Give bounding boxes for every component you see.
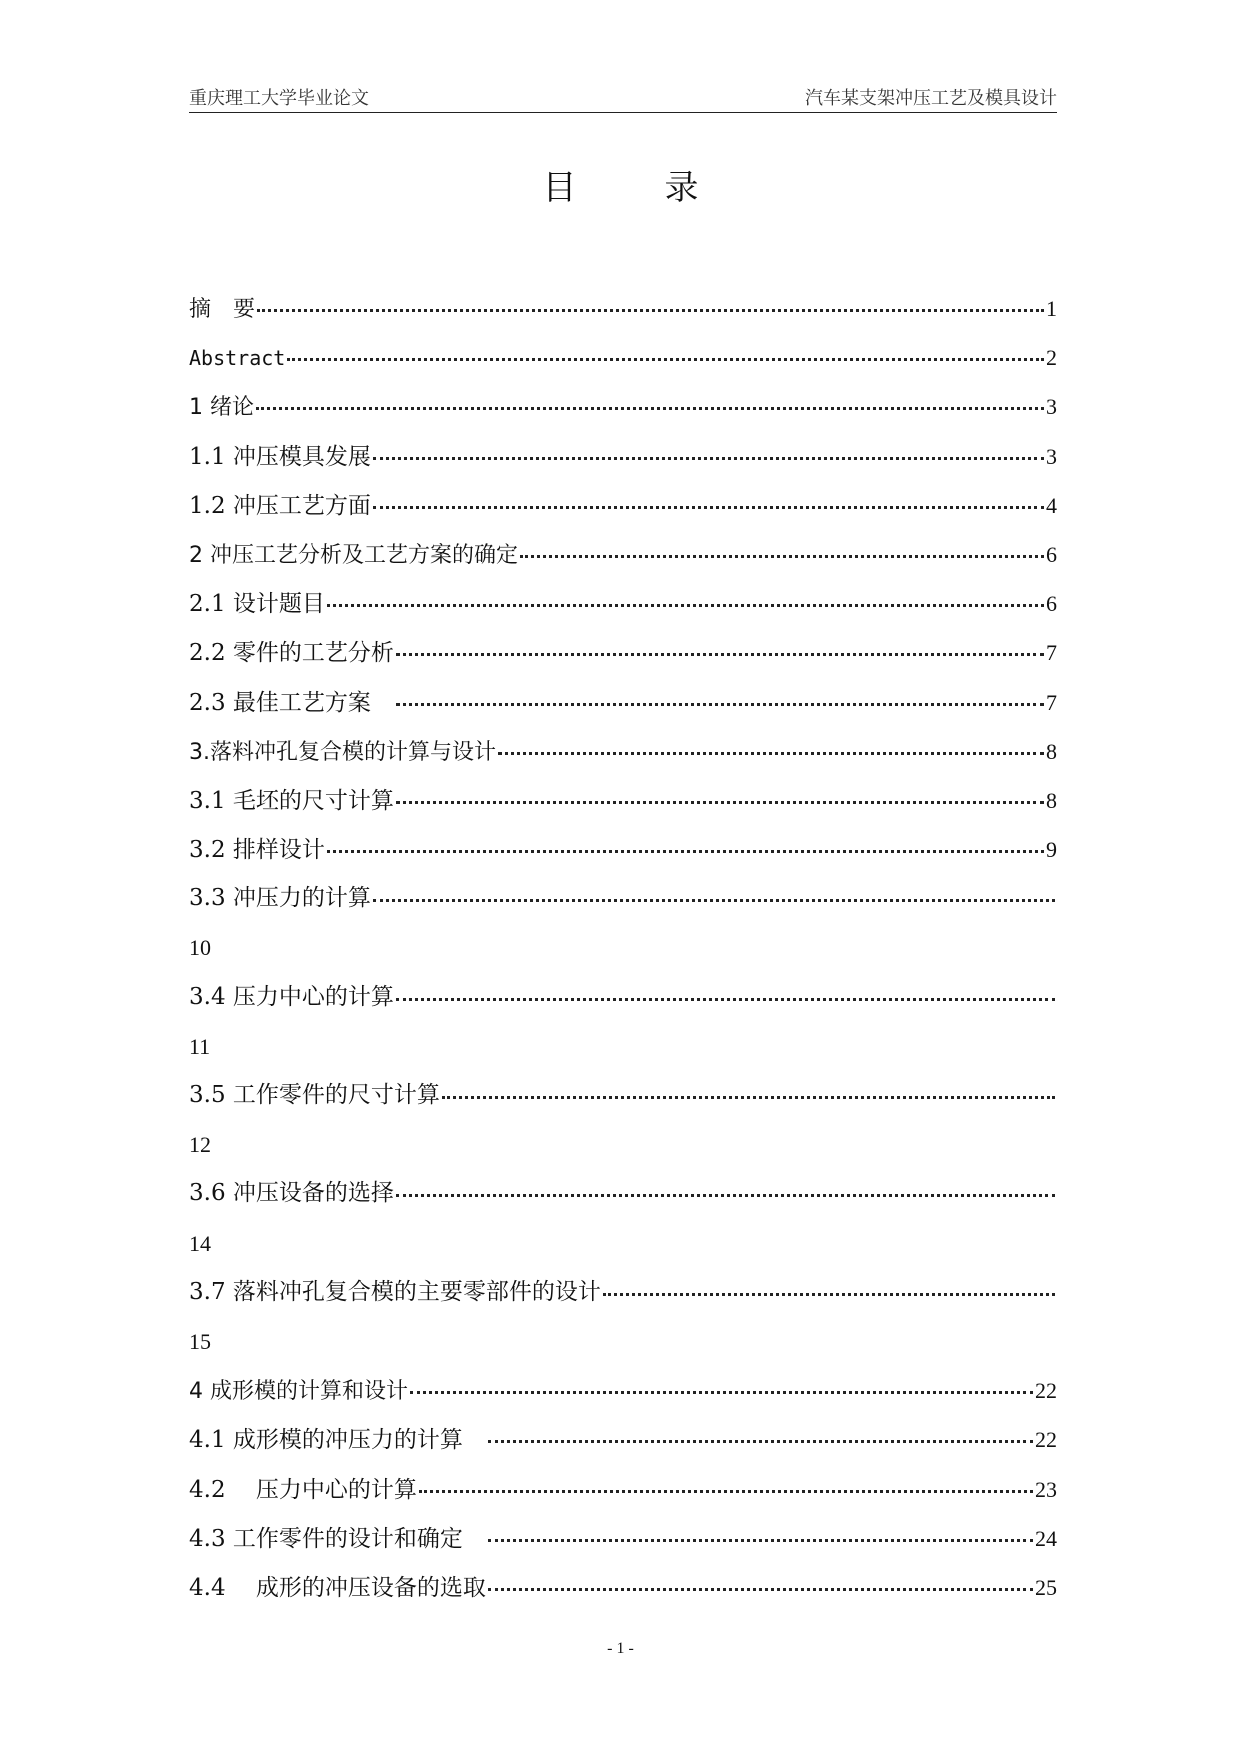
toc-leader bbox=[442, 1096, 1055, 1099]
toc-entry-title: 2.2 零件的工艺分析 bbox=[189, 640, 394, 667]
page-number: - 1 - bbox=[607, 1640, 634, 1657]
toc-entry-page: 7 bbox=[1046, 689, 1057, 715]
toc-leader bbox=[327, 604, 1044, 607]
toc-entry-page: 25 bbox=[1035, 1574, 1057, 1600]
toc-leader bbox=[419, 1490, 1033, 1493]
toc-entry-page: 10 bbox=[189, 935, 211, 961]
toc-entry-page: 15 bbox=[189, 1328, 211, 1354]
title-char-1: 目 bbox=[542, 168, 577, 208]
toc-entry[interactable] bbox=[189, 678, 1057, 727]
toc-entry-page: 8 bbox=[1046, 787, 1057, 813]
toc-entry-title: 1.1 冲压模具发展 bbox=[189, 443, 371, 470]
toc-entry-title: 3.6 冲压设备的选择 bbox=[189, 1180, 394, 1207]
toc-entry[interactable] bbox=[189, 727, 1057, 776]
toc-entry-title: 2.3 最佳工艺方案 bbox=[189, 689, 394, 716]
toc-entry-title: 3.2 排样设计 bbox=[189, 837, 325, 864]
toc-entry-page: 24 bbox=[1035, 1525, 1057, 1551]
toc-entry[interactable] bbox=[189, 284, 1057, 333]
toc-leader bbox=[396, 801, 1044, 804]
toc-entry-title: 1 绪论 bbox=[189, 395, 254, 421]
toc-entry[interactable] bbox=[189, 628, 1057, 677]
toc-entry-title: 3.落料冲孔复合模的计算与设计 bbox=[189, 739, 496, 765]
table-of-contents bbox=[189, 284, 1057, 1612]
toc-leader bbox=[373, 457, 1044, 460]
page-title bbox=[0, 160, 1241, 209]
toc-entry[interactable] bbox=[189, 1366, 1057, 1415]
toc-entry-title: 3.7 落料冲孔复合模的主要零部件的设计 bbox=[189, 1278, 601, 1305]
toc-entry-page: 8 bbox=[1046, 738, 1057, 764]
toc-entry-page: 3 bbox=[1046, 443, 1057, 469]
toc-entry-page: 6 bbox=[1046, 591, 1057, 617]
toc-leader bbox=[373, 899, 1055, 902]
toc-leader bbox=[287, 358, 1044, 361]
running-header bbox=[189, 88, 1057, 113]
header-right-text: 汽车某支架冲压工艺及模具设计 bbox=[805, 88, 1057, 109]
toc-entry-page: 1 bbox=[1046, 296, 1057, 321]
toc-entry-title: 4.1 成形模的冲压力的计算 bbox=[189, 1427, 486, 1454]
toc-entry[interactable] bbox=[189, 973, 1057, 1022]
header-left-text: 重庆理工大学毕业论文 bbox=[189, 88, 369, 109]
toc-entry-page: 22 bbox=[1035, 1378, 1057, 1404]
toc-leader bbox=[396, 1194, 1055, 1197]
toc-entry-page: 14 bbox=[189, 1230, 211, 1256]
toc-entry[interactable] bbox=[189, 1415, 1057, 1464]
toc-leader bbox=[488, 1440, 1033, 1443]
toc-entry[interactable] bbox=[189, 481, 1057, 530]
toc-entry[interactable] bbox=[189, 1071, 1057, 1120]
toc-entry[interactable] bbox=[189, 1268, 1057, 1317]
toc-entry-title: 3.5 工作零件的尺寸计算 bbox=[189, 1082, 440, 1108]
toc-entry-page: 3 bbox=[1046, 394, 1057, 420]
toc-entry-title: 4.3 工作零件的设计和确定 bbox=[189, 1525, 486, 1552]
toc-entry[interactable] bbox=[189, 1169, 1057, 1218]
toc-entry[interactable] bbox=[189, 579, 1057, 628]
toc-entry-page: 22 bbox=[1035, 1427, 1057, 1453]
toc-entry-page: 2 bbox=[1046, 345, 1057, 371]
toc-entry[interactable] bbox=[189, 874, 1057, 923]
title-char-2: 录 bbox=[664, 168, 699, 208]
toc-entry-title: 1.2 冲压工艺方面 bbox=[189, 492, 371, 519]
toc-leader bbox=[488, 1539, 1033, 1542]
toc-leader bbox=[603, 1293, 1055, 1296]
toc-entry-page: 11 bbox=[189, 1033, 211, 1059]
toc-entry-title: 3.3 冲压力的计算 bbox=[189, 885, 371, 912]
toc-entry-title: 4.4 成形的冲压设备的选取 bbox=[189, 1574, 486, 1601]
toc-entry-page: 9 bbox=[1046, 837, 1057, 863]
toc-leader bbox=[498, 752, 1044, 755]
toc-leader bbox=[257, 309, 1044, 312]
toc-entry[interactable] bbox=[189, 333, 1057, 382]
toc-entry-title: 4.2 压力中心的计算 bbox=[189, 1476, 417, 1503]
toc-entry[interactable] bbox=[189, 776, 1057, 825]
toc-entry[interactable] bbox=[189, 432, 1057, 481]
toc-entry-page: 12 bbox=[189, 1132, 211, 1158]
toc-leader bbox=[396, 998, 1055, 1001]
toc-leader bbox=[396, 653, 1044, 656]
toc-entry[interactable] bbox=[189, 530, 1057, 579]
toc-leader bbox=[520, 555, 1044, 558]
toc-entry-page: 6 bbox=[1046, 541, 1057, 567]
toc-entry-title: 2 冲压工艺分析及工艺方案的确定 bbox=[189, 542, 518, 568]
toc-leader bbox=[373, 506, 1044, 509]
toc-entry-page: 7 bbox=[1046, 640, 1057, 666]
toc-leader bbox=[410, 1391, 1033, 1394]
toc-entry-page: 4 bbox=[1046, 492, 1057, 518]
toc-entry[interactable] bbox=[189, 825, 1057, 874]
toc-entry[interactable] bbox=[189, 1465, 1057, 1514]
toc-leader bbox=[396, 703, 1044, 706]
toc-entry[interactable] bbox=[189, 382, 1057, 431]
toc-entry-title: 3.4 压力中心的计算 bbox=[189, 983, 394, 1010]
toc-entry-title: 4 成形模的计算和设计 bbox=[189, 1379, 408, 1405]
toc-entry-title: Abstract bbox=[189, 346, 286, 371]
toc-entry[interactable] bbox=[189, 1514, 1057, 1563]
toc-leader bbox=[256, 407, 1044, 410]
toc-leader bbox=[488, 1588, 1033, 1591]
toc-leader bbox=[327, 850, 1044, 853]
toc-entry-title: 摘 要 bbox=[189, 297, 256, 322]
toc-entry-title: 2.1 设计题目 bbox=[189, 591, 325, 618]
toc-entry[interactable] bbox=[189, 1563, 1057, 1612]
toc-entry-title: 3.1 毛坯的尺寸计算 bbox=[189, 787, 394, 814]
toc-entry-page: 23 bbox=[1035, 1476, 1057, 1502]
